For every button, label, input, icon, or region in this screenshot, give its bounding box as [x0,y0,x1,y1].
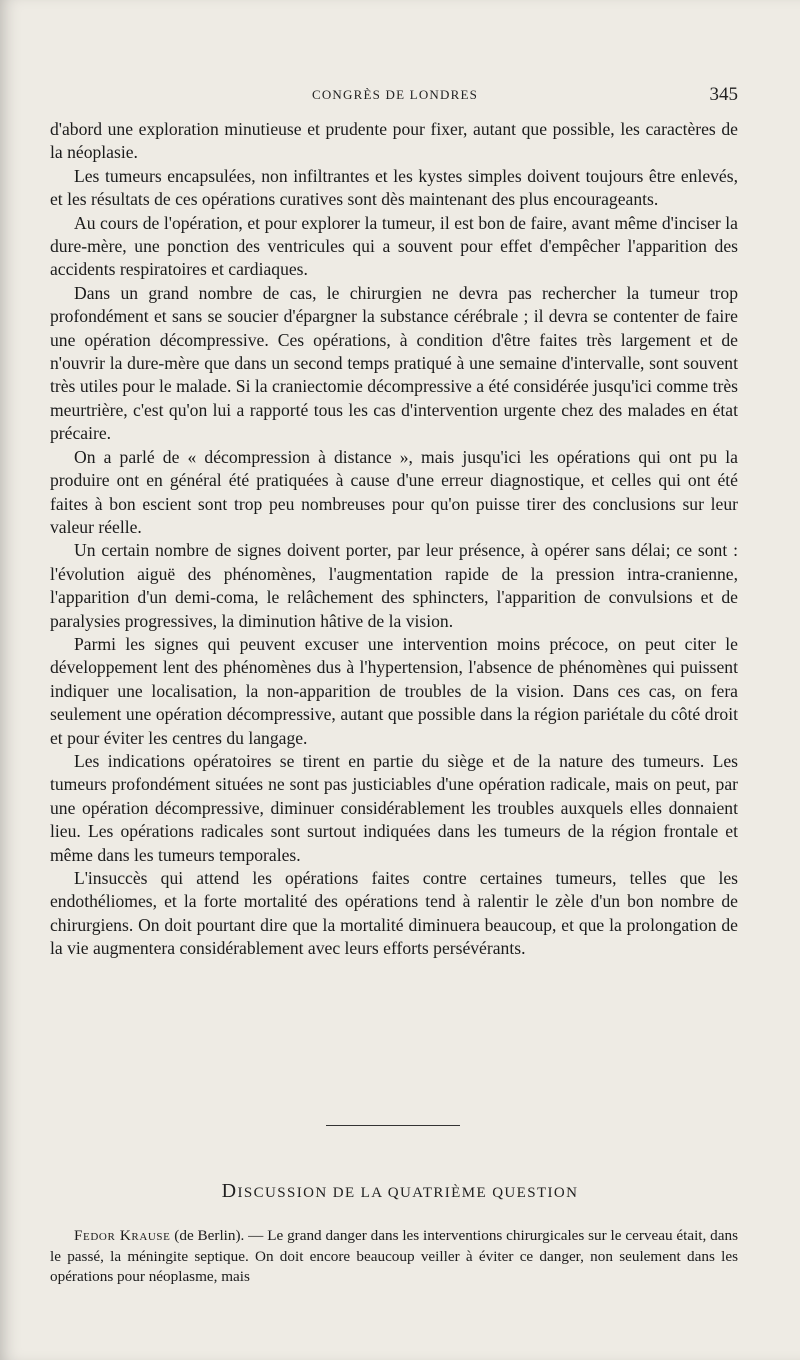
paragraph: L'insuccès qui attend les opérations faites contre certaines tumeurs, telles que les endothéliomes, et la forte mortalité des opérations tend à ralentir le zèle d'un bon nombre de chirurgiens. On doit pourtant dire que la mortalité diminuera beaucoup, et que la prolongation de la vie augmentera considérablement avec leurs efforts persévérants. [50,868,738,959]
paragraph: Les indications opératoires se tirent en partie du siège et de la nature des tumeurs. Les tumeurs profondément situées ne sont pas justiciables d'une opération radicale, mais on peut, par une opération décompressive, diminuer considérablement les troubles auxquels elles donnaient lieu. Les opérations radicales sont surtout indiquées dans les tumeurs de la région frontale et même dans les tumeurs temporales. [50,750,738,865]
discussion-body: Le grand danger dans les interventions chirurgicales sur le cerveau était, dans le passé, la méningite septique. On doit encore beaucoup veiller à éviter ce danger, non seulement dans les opérations pour néoplasme, mais [50,1227,739,1285]
paragraph: On a parlé de « décompression à distance », mais jusqu'ici les opérations qui ont pu la produire ont en général été pratiquées à cause d'une erreur diagnostique, et celles qui ont été faites à bon escient sont trop peu nombreuses pour qu'on puisse tirer des conclusions sur leur valeur réelle. [50,446,738,537]
page-number: 345 [709,84,738,105]
paragraph: Les tumeurs encapsulées, non infiltrantes et les kystes simples doivent toujours être enlevés, et les résultats de ces opérations curatives sont dès maintenant des plus encourageants. [50,165,738,210]
discussion-paragraph [50,1226,738,1288]
paragraph: Parmi les signes qui peuvent excuser une intervention moins précoce, on peut citer le développement lent des phénomènes dus à l'hypertension, l'absence de phénomènes qui puissent indiquer une localisation, la non-apparition de troubles de la vision. Dans ces cas, on fera seulement une opération décompressive, autant que possible dans la région pariétale du côté droit et pour éviter les centres du langage. [50,633,738,748]
paragraph: Au cours de l'opération, et pour explorer la tumeur, il est bon de faire, avant même d'inciser la dure-mère, une ponction des ventricules qui a souvent pour effet d'empêcher l'apparition des accidents respiratoires et cardiaques. [50,212,738,280]
paragraph: d'abord une exploration minutieuse et prudente pour fixer, autant que possible, les caractères de la néoplasie. [50,119,738,163]
running-head [50,84,740,108]
running-title: CONGRÈS DE LONDRES [311,87,479,102]
paragraph: Dans un grand nombre de cas, le chirurgien ne devra pas rechercher la tumeur trop profondément et sans se soucier d'épargner la substance cérébrale ; il devra se contenter de faire une opération décompressive. Ces opérations, à condition d'être faites très largement et de n'ouvrir la dure-mère que dans un second temps pratiqué à une semaine d'intervalle, sont souvent très utiles pour le malade. Si la craniectomie décompressive a été considérée jusqu'ici comme très meurtrière, c'est qu'on lui a rapporté tous les cas d'intervention urgente chez des malades en état précaire. [50,282,738,444]
body-text [50,118,738,961]
speaker-name: Fedor Krause [74,1227,171,1244]
paragraph: Un certain nombre de signes doivent porter, par leur présence, à opérer sans délai; ce sont : l'évolution aiguë des phénomènes, l'augmentation rapide de la pression intra-cranienne, l'apparition d'un demi-coma, le relâchement des sphincters, l'apparition de convulsions et de paralysies progressives, la diminution hâtive de la vision. [50,540,738,631]
speaker-location: (de Berlin). — [170,1227,268,1244]
discussion-text [50,1226,738,1288]
section-divider [326,1125,460,1126]
section-title [50,1180,750,1203]
section-title-rest: ISCUSSION DE LA QUATRIÈME QUESTION [237,1185,579,1201]
section-title-initial: D [221,1180,238,1202]
